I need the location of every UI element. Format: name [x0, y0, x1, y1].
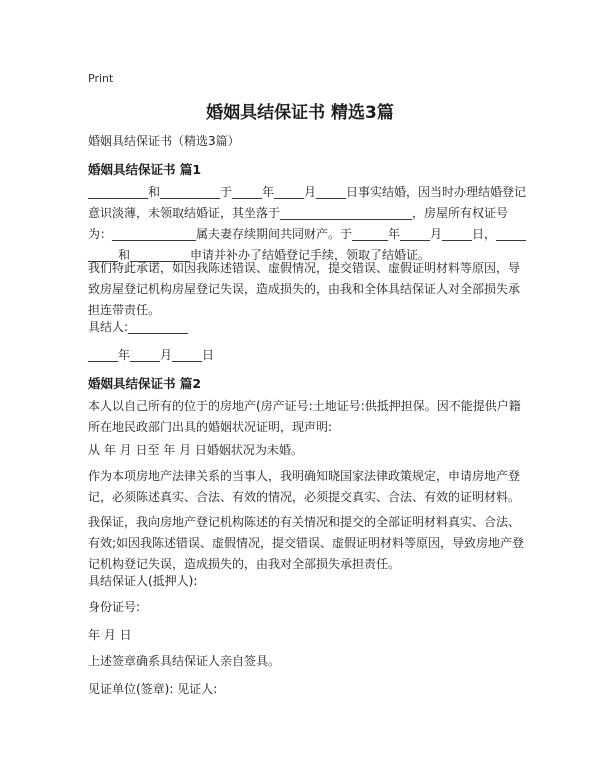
section2-paragraph2: 从 年 月 日至 年 月 日婚姻状况为未婚。	[88, 443, 303, 457]
document-subtitle: 婚姻具结保证书（精选3篇）	[88, 134, 240, 148]
section1-signer: 具结人:__________	[88, 320, 189, 334]
section2-paragraph4: 我保证，我向房地产登记机构陈述的有关情况和提交的全部证明材料真实、合法、有效;如因我陈述错误、虚假情况，提交错误、虚假证明材料等原因，导致房地产登记机构登记失误，造成损失的，由我对全部损失承担责任。	[88, 515, 525, 571]
section2-heading: 婚姻具结保证书 篇2	[88, 376, 202, 391]
section1-heading: 婚姻具结保证书 篇1	[88, 162, 202, 177]
section2-id-number: 身份证号:	[88, 600, 141, 614]
section2-witness: 见证单位(签章): 见证人:	[88, 682, 218, 696]
section1-paragraph2: 我们特此承诺，如因我陈述错误、虚假情况，提交错误、虚假证明材料等原因，导致房屋登记机构房屋登记失误，造成损失的，由我和全体具结保证人对全部损失承担连带责任。	[88, 261, 521, 317]
section2-guarantor: 具结保证人(抵押人):	[88, 574, 198, 588]
section2-date: 年 月 日	[88, 628, 132, 642]
section1-paragraph1: __________和__________于_____年_____月_____日事实结婚，因当时办理结婚登记意识淡薄，未领取结婚证，其坐落于______________________，房屋所有权证号为：______________属夫妻存续期间共同财产。于______年_____月_____日，__________和__________申请并补办了结婚登记手续，领取了结婚证。	[88, 185, 527, 262]
section2-confirmation: 上述签章确系具结保证人亲自签具。	[88, 654, 281, 668]
print-link[interactable]: Print	[88, 72, 114, 85]
section2-paragraph1: 本人以自己所有的位于的房地产(房产证号:土地证号:供抵押担保。因不能提供户籍所在地民政部门出具的婚姻状况证明，现声明:	[88, 399, 521, 434]
document-title: 婚姻具结保证书 精选3篇	[206, 103, 394, 123]
section2-paragraph3: 作为本项房地产法律关系的当事人，我明确知晓国家法律政策规定，申请房地产登记，必须陈述真实、合法、有效的情况，必须提交真实、合法、有效的证明材料。	[88, 469, 521, 504]
section1-date: _____年_____月_____日	[88, 348, 215, 362]
